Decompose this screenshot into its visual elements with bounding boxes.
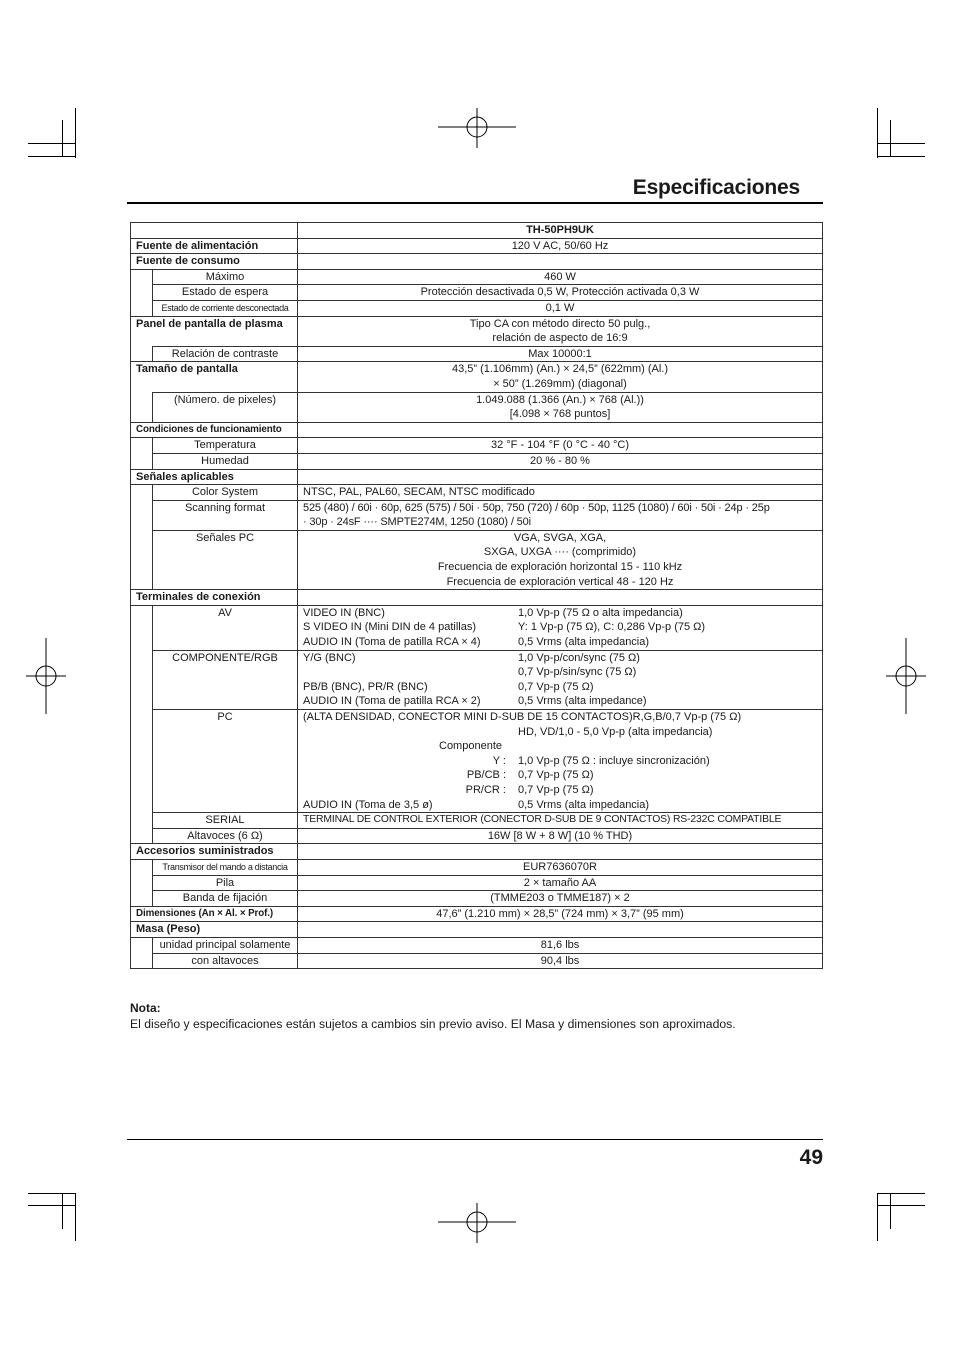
title-rule [127,202,823,204]
consumption-standby-label: Estado de espera [153,285,298,301]
table-row [131,238,823,254]
table-row [131,813,823,829]
model-header: TH-50PH9UK [298,223,823,239]
table-row [131,605,823,650]
pc-component-row: Y : 1,0 Vp-p (75 Ω : incluye sincronización) [492,754,710,767]
table-row [131,844,823,860]
pc-audio-row: AUDIO IN (Toma de 3,5 ø) 0,5 Vrms (alta impedancia) [303,798,650,811]
serial-label: SERIAL [153,813,298,829]
color-system-value: NTSC, PAL, PAL60, SECAM, NTSC modificado [298,485,823,501]
table-row [131,223,823,239]
component-row: AUDIO IN (Toma de patilla RCA × 2) 0,5 Vrms (alta impedance) [303,695,647,708]
pc-signals-label: Señales PC [153,530,298,589]
speakers-label: Altavoces (6 Ω) [153,828,298,844]
table-row [131,300,823,316]
table-row [131,891,823,907]
table-row [131,710,823,813]
signals-label: Señales aplicables [131,469,298,485]
remote-value: EUR7636070R [298,859,823,875]
table-row [131,269,823,285]
pc-signals-line1: VGA, SVGA, XGA, [513,531,607,544]
specifications-table [130,222,823,969]
table-row [131,316,823,346]
registration-mark-top [438,108,516,148]
table-row [131,469,823,485]
mass-label: Masa (Peso) [131,922,298,938]
page-title: Especificaciones [632,176,800,199]
component-rgb-label: COMPONENTE/RGB [153,650,298,709]
screen-size-value-line1: 43,5” (1.106mm) (An.) × 24,5” (622mm) (Al.) [451,363,669,376]
scanning-format-line1: 525 (480) / 60i · 60p, 625 (575) / 50i · 50p, 750 (720) / 60p · 50p, 1125 (1080) / 60i · 50i · 24p · 25p [303,501,770,514]
dimensions-value: 47,6” (1.210 mm) × 28,5” (724 mm) × 3,7” (95 mm) [298,906,823,922]
table-row [131,875,823,891]
speakers-value: 16W [8 W + 8 W] (10 % THD) [298,828,823,844]
consumption-max-value: 460 W [298,269,823,285]
pc-terminal-label: PC [153,710,298,813]
panel-label: Panel de pantalla de plasma [131,316,298,346]
table-row [131,254,823,270]
av-row: VIDEO IN (BNC) 1,0 Vp-p (75 Ω o alta impedancia) [303,606,683,619]
scanning-format-line2: · 30p · 24sF ···· SMPTE274M, 1250 (1080) / 50i [303,516,531,529]
table-row [131,590,823,606]
component-row: Y/G (BNC) 1,0 Vp-p/con/sync (75 Ω) [303,651,640,664]
humidity-value: 20 % - 80 % [298,453,823,469]
mass-speakers-label: con altavoces [153,953,298,969]
pixels-label: (Número. de pixeles) [153,392,298,422]
av-row: S VIDEO IN (Mini DIN de 4 patillas) Y: 1 Vp-p (75 Ω), C: 0,286 Vp-p (75 Ω) [303,621,706,634]
table-row [131,346,823,362]
consumption-label: Fuente de consumo [131,254,298,270]
note-text: El diseño y especificaciones están sujetos a cambios sin previo aviso. El Masa y dimensiones son aproximados. [130,1017,736,1031]
table-row [131,937,823,953]
band-value: (TMME203 o TMME187) × 2 [298,891,823,907]
panel-value-line1: Tipo CA con método directo 50 pulg., [469,317,651,330]
table-row [131,485,823,501]
power-source-label: Fuente de alimentación [131,238,298,254]
contrast-value: Max 10000:1 [298,346,823,362]
pc-component-label: Componente [439,740,502,753]
table-row [131,453,823,469]
accessories-label: Accesorios suministrados [131,844,298,860]
registration-mark-left [26,638,66,714]
mass-main-value: 81,6 lbs [298,937,823,953]
table-row [131,650,823,709]
consumption-off-value: 0,1 W [298,300,823,316]
pc-signals-line4: Frecuencia de exploración vertical 48 - 120 Hz [446,575,674,588]
serial-value: TERMINAL DE CONTROL EXTERIOR (CONECTOR D-SUB DE 9 CONTACTOS) RS-232C COMPATIBLE [298,813,823,829]
table-row [131,530,823,589]
consumption-standby-value: Protección desactivada 0,5 W, Protección activada 0,3 W [298,285,823,301]
terminals-label: Terminales de conexión [131,590,298,606]
table-row [131,953,823,969]
table-row [131,438,823,454]
table-row [131,906,823,922]
pc-component-row: PR/CR : 0,7 Vp-p (75 Ω) [465,784,594,797]
remote-label: Transmisor del mando a distancia [153,859,298,875]
contrast-label: Relación de contraste [153,346,298,362]
pc-terminal-line2: HD, VD/1,0 - 5,0 Vp-p (alta impedancia) [518,725,713,738]
consumption-max-label: Máximo [153,269,298,285]
av-row: AUDIO IN (Toma de patilla RCA × 4) 0,5 Vrms (alta impedancia) [303,636,650,649]
mass-main-label: unidad principal solamente [153,937,298,953]
battery-value: 2 × tamaño AA [298,875,823,891]
pc-component-row: PB/CB : 0,7 Vp-p (75 Ω) [466,769,594,782]
screen-size-label: Tamaño de pantalla [131,362,298,392]
table-row [131,828,823,844]
panel-value-line2: relación de aspecto de 16:9 [492,332,628,345]
pc-signals-line2: SXGA, UXGA ···· (comprimido) [483,546,637,559]
band-label: Banda de fijación [153,891,298,907]
pc-signals-line3: Frecuencia de exploración horizontal 15 - 110 kHz [437,561,683,574]
table-row [131,500,823,530]
power-source-value: 120 V AC, 50/60 Hz [298,238,823,254]
table-row [131,285,823,301]
humidity-label: Humedad [153,453,298,469]
temperature-label: Temperatura [153,438,298,454]
table-row [131,362,823,392]
registration-mark-right [886,638,926,714]
note-label: Nota: [130,1001,161,1015]
pixels-value-line2: [4.098 × 768 puntos] [509,408,611,421]
registration-mark-bottom [438,1203,516,1243]
color-system-label: Color System [153,485,298,501]
component-row: PB/B (BNC), PR/R (BNC) 0,7 Vp-p (75 Ω) [303,680,594,693]
mass-speakers-value: 90,4 lbs [298,953,823,969]
table-row [131,922,823,938]
pc-terminal-line1: (ALTA DENSIDAD, CONECTOR MINI D-SUB DE 15 CONTACTOS)R,G,B/0,7 Vp-p (75 Ω) [303,711,742,724]
consumption-off-label: Estado de corriente desconectada [153,300,298,316]
footer-rule [127,1139,823,1140]
table-row [131,392,823,422]
av-label: AV [153,605,298,650]
temperature-value: 32 °F - 104 °F (0 °C - 40 °C) [298,438,823,454]
page-number: 49 [799,1146,823,1169]
dimensions-label: Dimensiones (An × Al. × Prof.) [131,906,298,922]
screen-size-value-line2: × 50” (1.269mm) (diagonal) [493,377,627,390]
operating-label: Condiciones de funcionamiento [131,422,298,438]
table-row [131,422,823,438]
pixels-value-line1: 1.049.088 (1.366 (An.) × 768 (Al.)) [476,393,644,406]
battery-label: Pila [153,875,298,891]
scanning-format-label: Scanning format [153,500,298,530]
component-row: 0,7 Vp-p/sin/sync (75 Ω) [518,666,637,679]
table-row [131,859,823,875]
